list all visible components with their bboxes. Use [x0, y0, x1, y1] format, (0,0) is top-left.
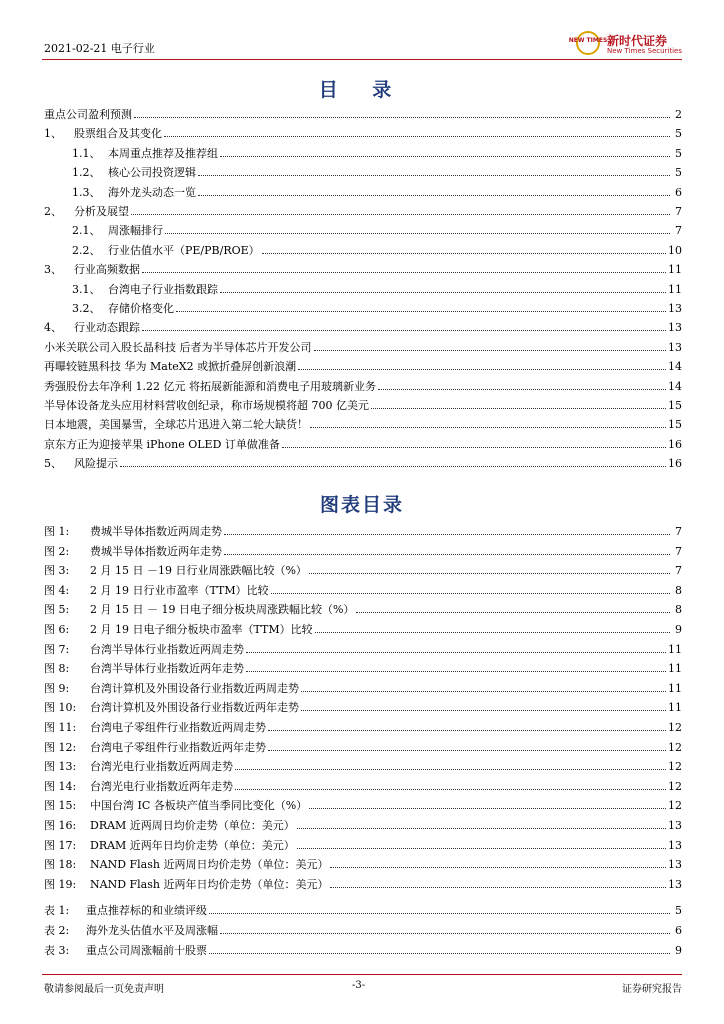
dot-leader: [301, 710, 666, 711]
dot-leader: [120, 466, 666, 467]
figure-entry-number: 图 14:: [44, 779, 77, 793]
dot-leader: [301, 691, 666, 692]
figure-entry-title: NAND Flash 近两周日均价走势（单位：美元）: [90, 858, 329, 872]
toc-entry-title: 小米关联公司入股长晶科技 后者为半导体芯片开发公司: [44, 340, 312, 354]
figure-entry-page: 11: [668, 662, 682, 676]
dot-leader: [224, 534, 670, 535]
toc-entry[interactable]: [72, 223, 682, 238]
dot-leader: [310, 427, 666, 428]
toc-entry-page: 7: [675, 224, 682, 238]
toc-entry-page: 13: [668, 340, 682, 354]
figure-list-title: 图表目录: [319, 494, 404, 516]
figure-entry-page: 7: [675, 564, 682, 578]
figure-entry-page: 12: [668, 799, 682, 813]
dot-leader: [297, 848, 666, 849]
dot-leader: [220, 156, 670, 157]
figure-entry-page: 11: [668, 681, 682, 695]
toc-entry-page: 11: [668, 263, 682, 277]
toc-entry-title: 分析及展望: [74, 205, 129, 218]
toc-entry-title: 行业高频数据: [74, 263, 140, 277]
toc-entry-page: 16: [668, 457, 682, 471]
figure-entry-number: 图 18:: [44, 858, 77, 872]
table-entry[interactable]: [44, 943, 682, 958]
figure-entry-number: 图 15:: [44, 799, 77, 813]
figure-entry[interactable]: [44, 583, 682, 598]
toc-entry[interactable]: [72, 301, 682, 316]
toc-entry-page: 14: [668, 379, 682, 393]
toc-entry-title: 行业估值水平（PE/PB/ROE）: [108, 243, 260, 257]
figure-entry-title: 2 月 19 日行业市盈率（TTM）比较: [90, 583, 269, 597]
figure-entry-page: 7: [675, 544, 682, 558]
toc-entry[interactable]: [44, 437, 682, 452]
figure-entry-number: 图 4:: [44, 583, 70, 597]
dot-leader: [282, 447, 666, 448]
toc-entry[interactable]: [72, 243, 682, 258]
figure-entry-title: NAND Flash 近两年日均价走势（单位：美元）: [90, 877, 329, 891]
dot-leader: [176, 311, 666, 312]
toc-entry-page: 11: [668, 282, 682, 296]
figure-entry-number: 图 17:: [44, 838, 77, 852]
figure-entry[interactable]: [44, 661, 682, 676]
dot-leader: [378, 389, 666, 390]
dot-leader: [164, 136, 670, 137]
figure-entry-title: 台湾光电行业指数近两周走势: [90, 760, 233, 774]
dot-leader: [142, 330, 666, 331]
figure-entry-number: 图 19:: [44, 877, 77, 891]
table-entry[interactable]: [44, 903, 682, 918]
toc-entry[interactable]: [72, 282, 682, 297]
table-entry-number: 表 3:: [44, 944, 70, 957]
toc-entry-title: 核心公司投资逻辑: [108, 166, 196, 180]
figure-entry-title: 台湾半导体行业指数近两年走势: [90, 662, 244, 676]
toc-entry-page: 15: [668, 399, 682, 412]
footer-divider: [42, 974, 682, 975]
figure-entry-title: 2 月 15 日 －19 日行业周涨跌幅比较（%）: [90, 564, 307, 578]
toc-entry[interactable]: [44, 340, 682, 355]
toc-entry-page: 13: [668, 302, 682, 315]
dot-leader: [220, 292, 666, 293]
figure-entry-number: 图 12:: [44, 740, 77, 754]
footer-report-type: 证券研究报告: [622, 984, 682, 995]
toc-entry-number: 4、: [44, 321, 62, 335]
toc-entry-title: 行业动态跟踪: [74, 321, 140, 335]
toc-entry-number: 5、: [44, 457, 62, 471]
table-entry-number: 表 1:: [44, 904, 70, 917]
figure-entry-number: 图 13:: [44, 760, 77, 774]
figure-entry-title: 台湾光电行业指数近两年走势: [90, 779, 233, 793]
table-entry-page: 5: [675, 904, 682, 917]
dot-leader: [309, 573, 670, 574]
figure-entry-title: 台湾计算机及外围设备行业指数近两周走势: [90, 681, 299, 695]
toc-title: 目 录: [318, 79, 406, 101]
figure-entry-number: 图 5:: [44, 603, 70, 617]
figure-entry[interactable]: [44, 857, 682, 872]
dot-leader: [297, 828, 666, 829]
toc-entry-page: 2: [675, 108, 682, 121]
toc-entry-number: 1.1、: [72, 146, 101, 160]
logo-badge-text: NEW TIMES: [568, 37, 608, 44]
dot-leader: [246, 671, 666, 672]
figure-entry-number: 图 7:: [44, 642, 70, 656]
toc-entry-title: 秀强股份去年净利 1.22 亿元 将拓展新能源和消费电子用玻璃新业务: [44, 379, 376, 393]
figure-entry-title: 费城半导体指数近两周走势: [90, 525, 222, 538]
figure-entry[interactable]: [44, 602, 682, 617]
figure-entry-title: 台湾电子零组件行业指数近两年走势: [90, 740, 266, 754]
footer-disclaimer-note: 敬请参阅最后一页免责声明: [44, 984, 164, 995]
toc-entry[interactable]: [44, 417, 682, 432]
figure-entry-page: 9: [675, 623, 682, 636]
figure-entry-title: 2 月 19 日电子细分板块市盈率（TTM）比较: [90, 623, 313, 636]
toc-entry[interactable]: [72, 185, 682, 200]
toc-entry[interactable]: [44, 262, 682, 277]
toc-entry-title: 股票组合及其变化: [74, 127, 162, 141]
toc-entry-title: 半导体设备龙头应用材料营收创纪录，称市场规模将超 700 亿美元: [44, 399, 369, 412]
company-logo: [568, 30, 685, 58]
figure-entry-page: 11: [668, 701, 682, 715]
toc-entry[interactable]: [44, 379, 682, 394]
figure-entry-page: 12: [668, 721, 682, 734]
toc-entry-page: 16: [668, 437, 682, 451]
dot-leader: [262, 253, 666, 254]
figure-entry-page: 7: [675, 525, 682, 538]
figure-entry-number: 图 11:: [44, 721, 77, 734]
figure-entry-title: 台湾计算机及外围设备行业指数近两年走势: [90, 701, 299, 715]
dot-leader: [268, 730, 666, 731]
figure-entry-page: 8: [675, 583, 682, 597]
toc-entry-number: 2.1、: [72, 224, 101, 238]
dot-leader: [198, 195, 670, 196]
dot-leader: [298, 369, 666, 370]
figure-entry[interactable]: [44, 700, 682, 715]
figure-entry-title: DRAM 近两周日均价走势（单位：美元）: [90, 819, 295, 832]
toc-entry-page: 14: [668, 360, 682, 374]
toc-entry-title: 京东方正为迎接苹果 iPhone OLED 订单做准备: [44, 437, 280, 451]
table-entry-number: 表 2:: [44, 924, 70, 937]
toc-entry[interactable]: [44, 320, 682, 335]
figure-entry-number: 图 10:: [44, 701, 77, 715]
dot-leader: [235, 769, 666, 770]
header-divider: [42, 59, 682, 60]
figure-entry-title: 费城半导体指数近两年走势: [90, 544, 222, 558]
toc-entry-page: 10: [668, 243, 682, 257]
toc-entry-page: 5: [675, 127, 682, 141]
figure-entry[interactable]: [44, 759, 682, 774]
toc-entry[interactable]: [72, 146, 682, 161]
toc-entry-number: 1.2、: [72, 166, 101, 180]
figure-entry[interactable]: [44, 818, 682, 833]
logo-badge-icon: [568, 30, 608, 56]
dot-leader: [371, 408, 666, 409]
dot-leader: [165, 233, 670, 234]
figure-entry-number: 图 16:: [44, 819, 77, 832]
dot-leader: [235, 789, 666, 790]
table-entry-title: 重点公司周涨幅前十股票: [86, 944, 207, 957]
figure-entry[interactable]: [44, 877, 682, 892]
dot-leader: [198, 175, 670, 176]
dot-leader: [131, 214, 670, 215]
table-entry-page: 9: [675, 944, 682, 957]
toc-entry-title: 本周重点推荐及推荐组: [108, 146, 218, 160]
toc-entry-title: 台湾电子行业指数跟踪: [108, 282, 218, 296]
header-date-industry: 2021-02-21 电子行业: [44, 42, 155, 55]
figure-entry-page: 8: [675, 603, 682, 617]
table-entry-page: 6: [675, 924, 682, 937]
dot-leader: [271, 593, 670, 594]
toc-entry[interactable]: [44, 107, 682, 122]
figure-entry-title: 台湾半导体行业指数近两周走势: [90, 642, 244, 656]
toc-entry-number: 3.1、: [72, 282, 101, 296]
toc-entry-number: 3.2、: [72, 302, 101, 315]
dot-leader: [209, 953, 670, 954]
toc-entry-title: 风险提示: [74, 457, 118, 471]
figure-entry-page: 13: [668, 877, 682, 891]
toc-entry-title: 重点公司盈利预测: [44, 108, 132, 121]
dot-leader: [330, 867, 666, 868]
dot-leader: [356, 612, 670, 613]
table-entry-title: 重点推荐标的和业绩评级: [86, 904, 207, 917]
toc-entry-title: 再曝较链黑科技 华为 MateX2 或掀折叠屏创新浪潮: [44, 360, 297, 374]
figure-entry-number: 图 1:: [44, 525, 70, 538]
figure-entry[interactable]: [44, 779, 682, 794]
table-entry[interactable]: [44, 923, 682, 938]
dot-leader: [309, 808, 666, 809]
toc-entry[interactable]: [44, 456, 682, 471]
figure-entry-page: 12: [668, 779, 682, 793]
toc-entry-title: 日本地震，美国暴雪，全球芯片迅进入第二轮大缺货！: [44, 418, 308, 432]
figure-entry[interactable]: [44, 524, 682, 539]
figure-entry-title: DRAM 近两年日均价走势（单位：美元）: [90, 838, 295, 852]
dot-leader: [268, 750, 666, 751]
toc-entry-title: 存储价格变化: [108, 302, 174, 315]
figure-entry-number: 图 9:: [44, 681, 70, 695]
figure-entry-page: 13: [668, 838, 682, 852]
toc-entry-number: 2.2、: [72, 243, 101, 257]
figure-entry-page: 13: [668, 819, 682, 832]
figure-entry[interactable]: [44, 740, 682, 755]
figure-entry[interactable]: [44, 622, 682, 637]
dot-leader: [315, 632, 670, 633]
dot-leader: [220, 933, 670, 934]
toc-entry-page: 6: [675, 185, 682, 199]
figure-entry-number: 图 2:: [44, 544, 70, 558]
toc-entry-number: 1、: [44, 127, 62, 141]
toc-entry[interactable]: [44, 359, 682, 374]
toc-entry[interactable]: [44, 398, 682, 413]
toc-entry-page: 13: [668, 321, 682, 335]
dot-leader: [246, 652, 666, 653]
toc-entry-page: 5: [675, 146, 682, 160]
figure-entry-number: 图 3:: [44, 564, 70, 578]
toc-entry-page: 15: [668, 418, 682, 432]
figure-entry[interactable]: [44, 544, 682, 559]
logo-english-name: New Times Securities: [607, 47, 682, 55]
toc-entry-number: 3、: [44, 263, 62, 277]
figure-entry-number: 图 8:: [44, 662, 70, 676]
toc-entry[interactable]: [44, 126, 682, 141]
figure-entry-title: 中国台湾 IC 各板块产值当季同比变化（%）: [90, 799, 308, 813]
figure-entry[interactable]: [44, 563, 682, 578]
dot-leader: [209, 913, 670, 914]
figure-entry[interactable]: [44, 838, 682, 853]
figure-entry-page: 12: [668, 760, 682, 774]
figure-entry[interactable]: [44, 681, 682, 696]
dot-leader: [330, 887, 666, 888]
toc-entry-page: 5: [675, 166, 682, 180]
toc-entry[interactable]: [72, 165, 682, 180]
figure-entry-title: 2 月 15 日 － 19 日电子细分板块周涨跌幅比较（%）: [90, 603, 355, 617]
figure-entry-page: 11: [668, 642, 682, 656]
dot-leader: [142, 272, 666, 273]
figure-entry-page: 13: [668, 858, 682, 872]
dot-leader: [224, 554, 670, 555]
toc-entry-number: 2、: [44, 205, 62, 218]
toc-entry-title: 海外龙头动态一览: [108, 185, 196, 199]
page-number: -3-: [352, 980, 366, 991]
dot-leader: [134, 117, 670, 118]
figure-entry[interactable]: [44, 642, 682, 657]
figure-entry[interactable]: [44, 720, 682, 735]
figure-entry[interactable]: [44, 798, 682, 813]
figure-entry-number: 图 6:: [44, 623, 70, 636]
figure-entry-title: 台湾电子零组件行业指数近两周走势: [90, 721, 266, 734]
dot-leader: [314, 350, 667, 351]
logo-chinese-name: 新时代证券: [607, 34, 668, 48]
toc-entry[interactable]: [44, 204, 682, 219]
table-entry-title: 海外龙头估值水平及周涨幅: [86, 924, 218, 937]
toc-entry-page: 7: [675, 205, 682, 218]
figure-entry-page: 12: [668, 740, 682, 754]
toc-entry-number: 1.3、: [72, 185, 101, 199]
toc-entry-title: 周涨幅排行: [108, 224, 163, 238]
